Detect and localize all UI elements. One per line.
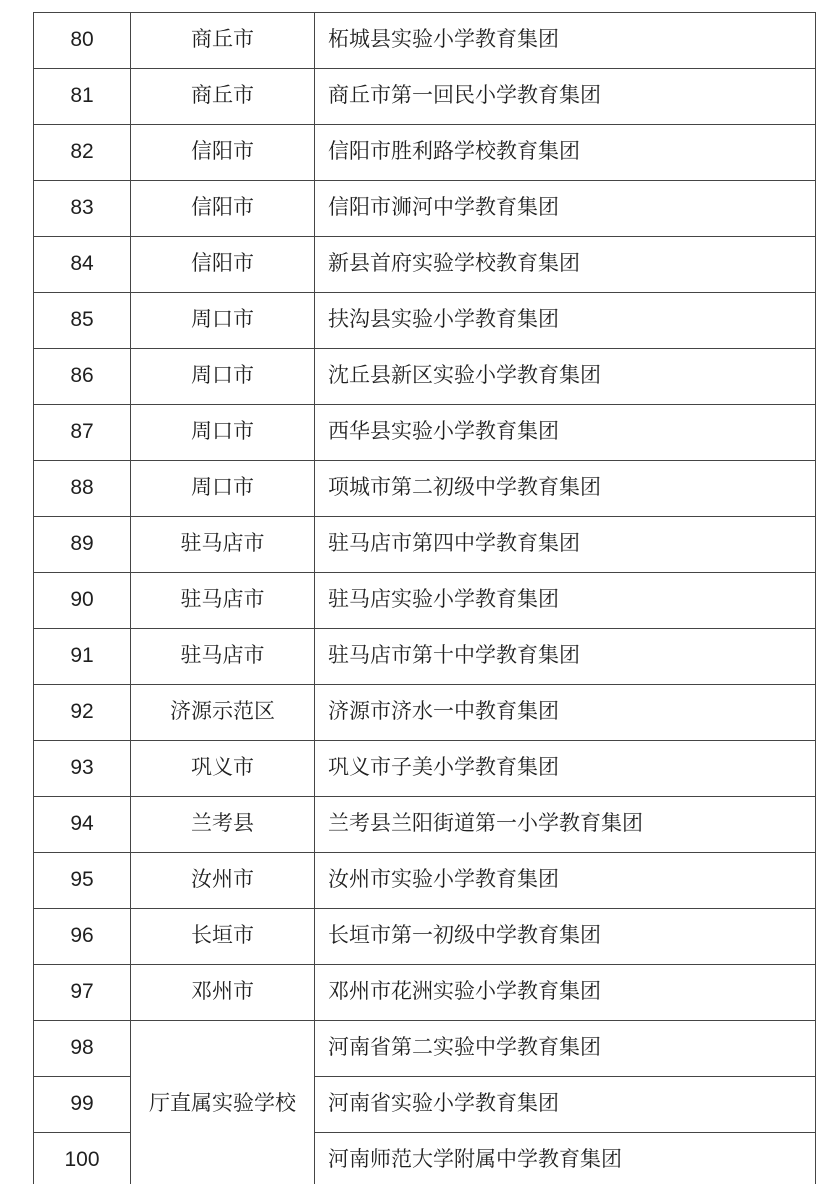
city-cell: 周口市	[131, 461, 315, 517]
city-cell: 驻马店市	[131, 517, 315, 573]
table-row	[34, 797, 816, 853]
school-cell: 新县首府实验学校教育集团	[315, 237, 816, 293]
table-body	[34, 13, 816, 1184]
table-row	[34, 293, 816, 349]
school-cell: 驻马店市第四中学教育集团	[315, 517, 816, 573]
school-cell: 沈丘县新区实验小学教育集团	[315, 349, 816, 405]
school-cell: 巩义市子美小学教育集团	[315, 741, 816, 797]
table-row	[34, 181, 816, 237]
row-number-cell: 93	[34, 741, 131, 797]
school-cell: 兰考县兰阳街道第一小学教育集团	[315, 797, 816, 853]
city-cell: 信阳市	[131, 181, 315, 237]
city-cell: 周口市	[131, 349, 315, 405]
row-number-cell: 85	[34, 293, 131, 349]
table-row	[34, 69, 816, 125]
school-cell: 驻马店市第十中学教育集团	[315, 629, 816, 685]
city-cell: 长垣市	[131, 909, 315, 965]
row-number-cell: 87	[34, 405, 131, 461]
row-number-cell: 84	[34, 237, 131, 293]
row-number-cell: 99	[34, 1077, 131, 1133]
school-cell: 河南省第二实验中学教育集团	[315, 1021, 816, 1077]
table-row	[34, 741, 816, 797]
row-number-cell: 97	[34, 965, 131, 1021]
table-row	[34, 909, 816, 965]
school-cell: 西华县实验小学教育集团	[315, 405, 816, 461]
row-number-cell: 92	[34, 685, 131, 741]
table-row	[34, 1021, 816, 1077]
row-number-cell: 86	[34, 349, 131, 405]
school-cell: 信阳市胜利路学校教育集团	[315, 125, 816, 181]
table-row	[34, 685, 816, 741]
school-cell: 商丘市第一回民小学教育集团	[315, 69, 816, 125]
city-cell: 周口市	[131, 405, 315, 461]
school-cell: 河南省实验小学教育集团	[315, 1077, 816, 1133]
city-cell: 驻马店市	[131, 629, 315, 685]
city-cell: 商丘市	[131, 13, 315, 69]
school-cell: 扶沟县实验小学教育集团	[315, 293, 816, 349]
table-row	[34, 965, 816, 1021]
table-row	[34, 629, 816, 685]
city-cell: 邓州市	[131, 965, 315, 1021]
city-cell: 驻马店市	[131, 573, 315, 629]
school-cell: 柘城县实验小学教育集团	[315, 13, 816, 69]
city-cell: 济源示范区	[131, 685, 315, 741]
row-number-cell: 83	[34, 181, 131, 237]
education-group-table	[33, 12, 816, 1184]
city-cell: 汝州市	[131, 853, 315, 909]
row-number-cell: 95	[34, 853, 131, 909]
row-number-cell: 90	[34, 573, 131, 629]
table-row	[34, 405, 816, 461]
row-number-cell: 88	[34, 461, 131, 517]
row-number-cell: 91	[34, 629, 131, 685]
school-cell: 信阳市浉河中学教育集团	[315, 181, 816, 237]
table-row	[34, 13, 816, 69]
row-number-cell: 81	[34, 69, 131, 125]
city-cell: 信阳市	[131, 125, 315, 181]
city-cell: 巩义市	[131, 741, 315, 797]
school-cell: 项城市第二初级中学教育集团	[315, 461, 816, 517]
row-number-cell: 100	[34, 1133, 131, 1184]
school-cell: 济源市济水一中教育集团	[315, 685, 816, 741]
school-cell: 驻马店实验小学教育集团	[315, 573, 816, 629]
row-number-cell: 80	[34, 13, 131, 69]
city-cell: 周口市	[131, 293, 315, 349]
city-cell: 商丘市	[131, 69, 315, 125]
city-cell: 信阳市	[131, 237, 315, 293]
table-row	[34, 517, 816, 573]
merged-city-cell: 厅直属实验学校	[131, 1021, 315, 1184]
table-row	[34, 461, 816, 517]
table-row	[34, 237, 816, 293]
school-cell: 汝州市实验小学教育集团	[315, 853, 816, 909]
table-row	[34, 125, 816, 181]
row-number-cell: 96	[34, 909, 131, 965]
row-number-cell: 98	[34, 1021, 131, 1077]
row-number-cell: 89	[34, 517, 131, 573]
row-number-cell: 82	[34, 125, 131, 181]
school-cell: 邓州市花洲实验小学教育集团	[315, 965, 816, 1021]
school-cell: 长垣市第一初级中学教育集团	[315, 909, 816, 965]
table-row	[34, 573, 816, 629]
table-row	[34, 349, 816, 405]
city-cell: 兰考县	[131, 797, 315, 853]
table-row	[34, 853, 816, 909]
row-number-cell: 94	[34, 797, 131, 853]
school-cell: 河南师范大学附属中学教育集团	[315, 1133, 816, 1184]
